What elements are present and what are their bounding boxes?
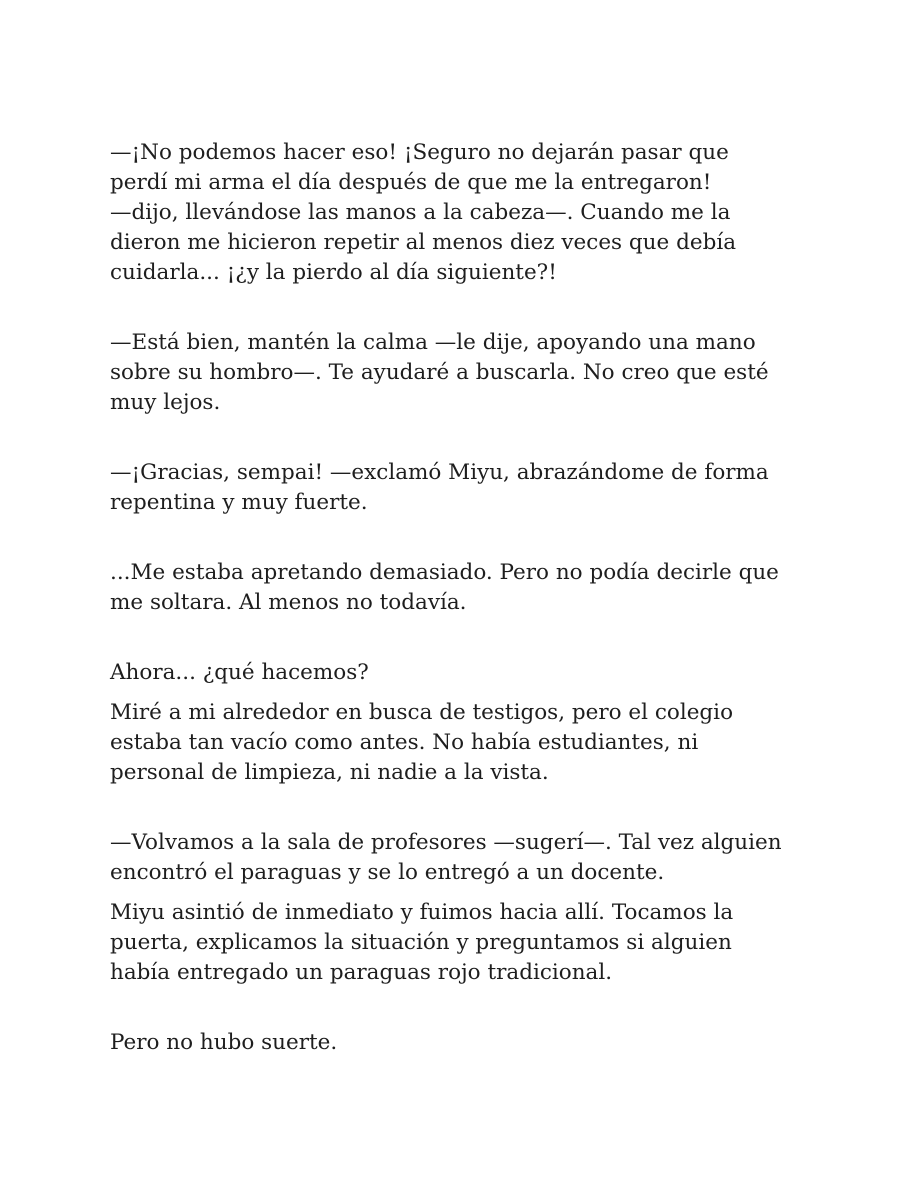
text-line: estaba tan vacío como antes. No había estudiantes, ni bbox=[110, 730, 699, 755]
text-line: repentina y muy fuerte. bbox=[110, 490, 368, 515]
paragraph-6 bbox=[110, 698, 810, 788]
text-line: me soltara. Al menos no todavía. bbox=[110, 590, 467, 615]
text-line: cuidarla... ¡¿y la pierdo al día siguiente?! bbox=[110, 260, 557, 285]
text-line: —dijo, llevándose las manos a la cabeza—. Cuando me la bbox=[110, 200, 731, 225]
paragraph-2 bbox=[110, 328, 810, 418]
text-line: —Volvamos a la sala de profesores —sugerí—. Tal vez alguien bbox=[110, 830, 782, 855]
paragraph-4 bbox=[110, 558, 810, 618]
text-line: perdí mi arma el día después de que me la entregaron! bbox=[110, 170, 712, 195]
text-line: encontró el paraguas y se lo entregó a un docente. bbox=[110, 860, 665, 885]
text-line: Ahora... ¿qué hacemos? bbox=[110, 660, 369, 685]
text-line: había entregado un paraguas rojo tradicional. bbox=[110, 960, 613, 985]
text-line: —¡No podemos hacer eso! ¡Seguro no dejarán pasar que bbox=[110, 140, 729, 165]
text-line: Miré a mi alrededor en busca de testigos, pero el colegio bbox=[110, 700, 734, 725]
text-line: puerta, explicamos la situación y preguntamos si alguien bbox=[110, 930, 732, 955]
document-body bbox=[110, 138, 810, 1058]
text-line: —¡Gracias, sempai! —exclamó Miyu, abrazándome de forma bbox=[110, 460, 769, 485]
text-line: muy lejos. bbox=[110, 390, 221, 415]
text-line: —Está bien, mantén la calma —le dije, apoyando una mano bbox=[110, 330, 756, 355]
text-line: Pero no hubo suerte. bbox=[110, 1030, 338, 1055]
paragraph-9 bbox=[110, 1028, 810, 1058]
text-line: personal de limpieza, ni nadie a la vista. bbox=[110, 760, 549, 785]
text-line: ...Me estaba apretando demasiado. Pero no podía decirle que bbox=[110, 560, 779, 585]
text-line: Miyu asintió de inmediato y fuimos hacia allí. Tocamos la bbox=[110, 900, 734, 925]
text-line: dieron me hicieron repetir al menos diez veces que debía bbox=[110, 230, 737, 255]
paragraph-8 bbox=[110, 898, 810, 988]
paragraph-5 bbox=[110, 658, 810, 688]
paragraph-3 bbox=[110, 458, 810, 518]
paragraph-7 bbox=[110, 828, 810, 888]
text-line: sobre su hombro—. Te ayudaré a buscarla. No creo que esté bbox=[110, 360, 769, 385]
paragraph-1 bbox=[110, 138, 810, 288]
